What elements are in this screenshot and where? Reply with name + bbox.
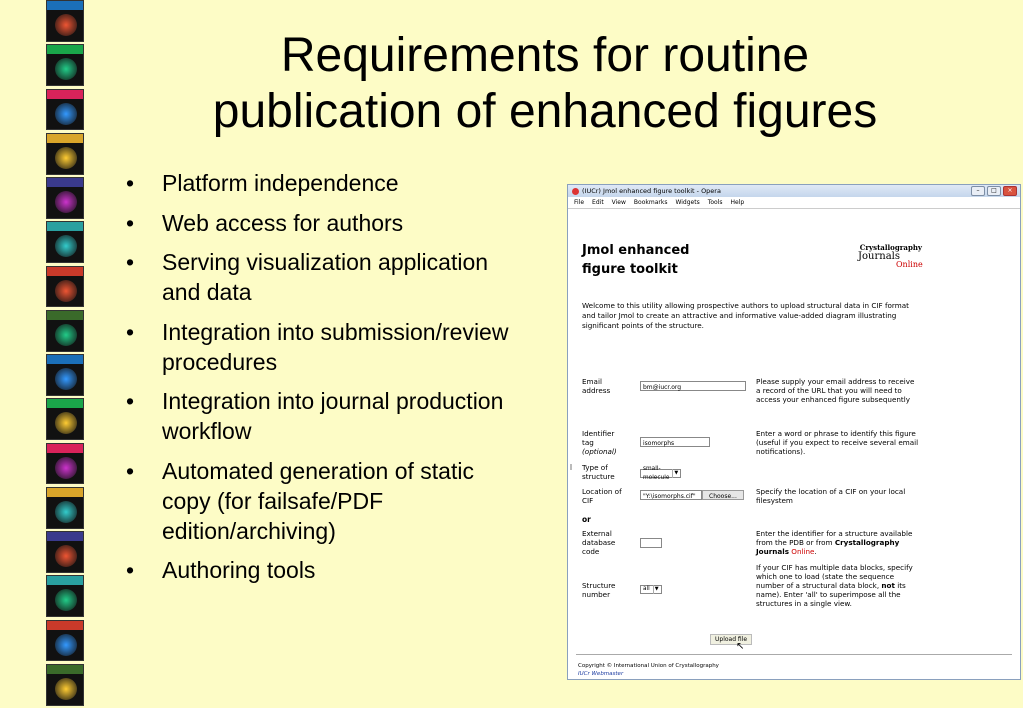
slide-title [120,28,970,140]
upload-file-button[interactable]: Upload file [710,634,752,645]
email-help: Please supply your email address to receive a record of the URL that you will need to access your enhanced figure subsequently [756,377,915,404]
bullet-icon: • [126,170,135,196]
menu-view[interactable]: View [611,199,626,206]
journal-cover-icon [46,487,84,529]
journal-cover-icon [46,398,84,440]
identifier-help: Enter a word or phrase to identify this figure (useful if you expect to receive several email notifications). [756,429,919,456]
bullet-icon: • [126,457,135,484]
journal-cover-icon [46,664,84,706]
identifier-label: Identifier tag (optional) [582,429,617,456]
choose-file-button[interactable]: Choose... [702,490,744,500]
bullet-icon: • [126,209,135,236]
bullet-icon: • [126,388,135,414]
mouse-cursor-icon: ↖ [736,641,745,652]
location-label: Location of CIF [582,487,622,505]
structure-number-label: Structure number [582,581,616,599]
menu-help[interactable]: Help [730,199,745,206]
bullet-item: • Integration into submission/review procedures [126,318,509,375]
journal-cover-icon [46,266,84,308]
location-help: Specify the location of a CIF on your local filesystem [756,487,906,505]
bullet-list [126,168,526,595]
maximize-icon[interactable]: □ [987,186,1001,196]
menu-bookmarks[interactable]: Bookmarks [633,199,668,206]
dropdown-arrow-icon: ▼ [654,586,659,592]
browser-menubar [568,197,1020,209]
journal-cover-icon [46,221,84,263]
bullet-item: • Automated generation of static copy (for failsafe/PDF edition/archiving) [126,457,474,544]
external-db-label: External database code [582,529,616,556]
type-label: Type of structure [582,463,615,481]
slide-title-line-2: publication of enhanced figures [212,85,878,138]
journal-cover-icon [46,177,84,219]
journal-cover-icon [46,531,84,573]
journal-cover-icon [46,354,84,396]
welcome-text: Welcome to this utility allowing prospective authors to upload structural data in CIF format and tailor Jmol to create an attractive and informative value-added diagram illustrating significant points of the structure. [582,301,909,330]
cif-path-field[interactable]: "Y:\isomorphs.cif" [640,490,702,500]
opera-icon [572,188,579,195]
bullet-item: • Serving visualization application and data [126,249,489,305]
structure-type-select[interactable]: small-molecule ▼ [640,469,681,478]
page-title: Jmol enhanced figure toolkit [582,243,690,277]
journal-cover-strip [46,0,86,708]
menu-file[interactable]: File [574,199,585,206]
email-field[interactable]: bm@iucr.org [640,381,746,391]
journal-cover-icon [46,310,84,352]
window-title: (IUCr) Jmol enhanced figure toolkit - Opera [582,187,721,195]
browser-window-screenshot [567,184,1021,680]
minimize-icon[interactable]: – [971,186,985,196]
bullet-item: • Integration into journal production workflow [126,388,504,444]
structure-number-select[interactable]: all ▼ [640,585,662,594]
or-separator: or [582,515,591,524]
bullet-item: • Web access for authors [126,209,404,236]
journal-cover-icon [46,443,84,485]
journal-cover-icon [46,44,84,86]
dropdown-arrow-icon: ▼ [674,470,679,476]
journal-cover-icon [46,133,84,175]
journal-cover-icon [46,575,84,617]
file-picker [640,490,744,500]
footer-divider [576,654,1012,655]
external-db-field[interactable] [640,538,662,548]
journal-cover-icon [46,0,84,42]
menu-widgets[interactable]: Widgets [675,199,700,206]
structure-number-help: If your CIF has multiple data blocks, specify which one to load (state the sequence number of a structural data block, not its name). Enter 'all' to superimpose all the structures in a single view. [756,563,913,608]
scroll-marker [570,464,572,470]
browser-titlebar [568,185,1020,197]
crystallography-journals-logo: Crystallography Journals Online [858,243,923,269]
menu-edit[interactable]: Edit [592,199,604,206]
identifier-field[interactable]: isomorphs [640,437,710,447]
slide-title-line-1: Requirements for routine [280,29,810,82]
bullet-item: • Authoring tools [126,557,316,583]
bullet-icon: • [126,249,135,275]
page-footer [578,662,719,678]
external-db-help: Enter the identifier for a structure available from the PDB or from Crystallography Journals Online. [756,529,913,556]
journal-cover-icon [46,620,84,662]
copyright-text: Copyright © International Union of Crystallography [578,663,719,669]
bullet-icon: • [126,318,135,345]
bullet-item: • Platform independence [126,170,399,196]
bullet-icon: • [126,557,135,583]
menu-tools[interactable]: Tools [707,199,723,206]
webmaster-link[interactable]: IUCr Webmaster [578,671,624,677]
email-label: Email address [582,377,611,395]
journal-cover-icon [46,89,84,131]
close-icon[interactable]: × [1003,186,1017,196]
